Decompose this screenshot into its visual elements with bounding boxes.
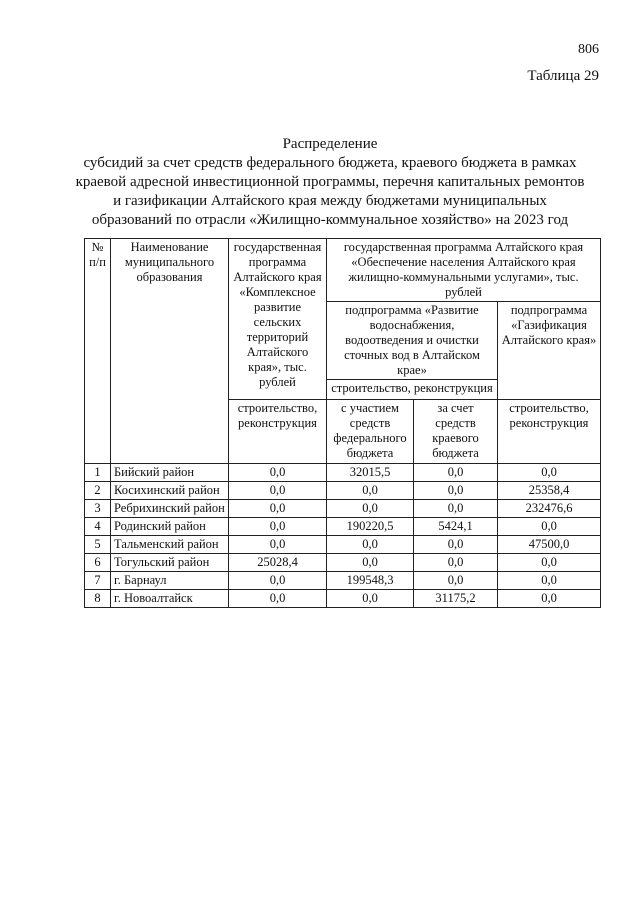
value-with-federal: 199548,3 xyxy=(327,572,414,590)
value-regional: 5424,1 xyxy=(414,518,498,536)
value-gas-construction: 0,0 xyxy=(498,464,601,482)
value-regional: 0,0 xyxy=(414,536,498,554)
header-gas-construction: строительство, реконструкция xyxy=(498,400,601,464)
row-number: 1 xyxy=(85,464,111,482)
value-with-federal: 32015,5 xyxy=(327,464,414,482)
table-row xyxy=(85,554,601,572)
row-number: 2 xyxy=(85,482,111,500)
value-with-federal: 0,0 xyxy=(327,500,414,518)
header-subprogram-gas: подпрограмма «Газификация Алтайского края» xyxy=(498,302,601,400)
header-with-federal: с участием средств федерального бюджета xyxy=(327,400,414,464)
value-rural-construction: 0,0 xyxy=(229,500,327,518)
value-with-federal: 0,0 xyxy=(327,590,414,608)
value-with-federal: 0,0 xyxy=(327,554,414,572)
header-num: № п/п xyxy=(85,239,111,464)
value-gas-construction: 0,0 xyxy=(498,554,601,572)
value-regional: 0,0 xyxy=(414,464,498,482)
header-rural-construction: строительство, реконструкция xyxy=(229,400,327,464)
value-rural-construction: 0,0 xyxy=(229,464,327,482)
value-gas-construction: 0,0 xyxy=(498,518,601,536)
value-rural-construction: 0,0 xyxy=(229,518,327,536)
title-line: Распределение xyxy=(282,136,378,152)
value-gas-construction: 0,0 xyxy=(498,590,601,608)
title-line: субсидий за счет средств федерального бюджета, краевого бюджета в рамках xyxy=(83,155,577,171)
header-program-housing: государственная программа Алтайского края «Обеспечение населения Алтайского края жилищно-коммунальными услугами», тыс. рублей xyxy=(327,239,601,302)
value-with-federal: 0,0 xyxy=(327,536,414,554)
municipality-name: Тальменский район xyxy=(111,536,229,554)
title-line: образований по отрасли «Жилищно-коммунальное хозяйство» на 2023 год xyxy=(91,212,569,228)
row-number: 8 xyxy=(85,590,111,608)
municipality-name: г. Новоалтайск xyxy=(111,590,229,608)
municipality-name: Родинский район xyxy=(111,518,229,536)
document-title xyxy=(60,135,600,230)
value-regional: 0,0 xyxy=(414,572,498,590)
municipality-name: г. Барнаул xyxy=(111,572,229,590)
value-gas-construction: 232476,6 xyxy=(498,500,601,518)
value-regional: 0,0 xyxy=(414,554,498,572)
value-regional: 0,0 xyxy=(414,500,498,518)
table-row xyxy=(85,590,601,608)
municipality-name: Косихинский район xyxy=(111,482,229,500)
table-row xyxy=(85,500,601,518)
subsidy-table xyxy=(84,238,601,608)
header-regional: за счет средств краевого бюджета xyxy=(414,400,498,464)
row-number: 3 xyxy=(85,500,111,518)
title-line: краевой адресной инвестиционной программы, перечня капитальных ремонтов xyxy=(75,174,585,190)
value-with-federal: 0,0 xyxy=(327,482,414,500)
value-rural-construction: 25028,4 xyxy=(229,554,327,572)
table-row xyxy=(85,536,601,554)
value-gas-construction: 25358,4 xyxy=(498,482,601,500)
value-regional: 31175,2 xyxy=(414,590,498,608)
header-construction-group: строительство, реконструкция xyxy=(327,380,498,400)
value-rural-construction: 0,0 xyxy=(229,536,327,554)
value-rural-construction: 0,0 xyxy=(229,590,327,608)
header-name: Наименование муниципального образования xyxy=(111,239,229,464)
page-number: 806 xyxy=(578,42,599,57)
municipality-name: Ребрихинский район xyxy=(111,500,229,518)
title-line: и газификации Алтайского края между бюджетами муниципальных xyxy=(113,193,547,209)
municipality-name: Тогульский район xyxy=(111,554,229,572)
row-number: 4 xyxy=(85,518,111,536)
header-program-rural: государственная программа Алтайского края «Комплексное развитие сельских территорий Алтайского края», тыс. рублей xyxy=(229,239,327,400)
value-gas-construction: 0,0 xyxy=(498,572,601,590)
row-number: 6 xyxy=(85,554,111,572)
value-rural-construction: 0,0 xyxy=(229,572,327,590)
value-gas-construction: 47500,0 xyxy=(498,536,601,554)
table-label: Таблица 29 xyxy=(527,68,599,84)
table-row xyxy=(85,482,601,500)
header-subprogram-water: подпрограмма «Развитие водоснабжения, водоотведения и очистки сточных вод в Алтайском крае» xyxy=(327,302,498,380)
table-row xyxy=(85,518,601,536)
row-number: 5 xyxy=(85,536,111,554)
table-row xyxy=(85,464,601,482)
value-rural-construction: 0,0 xyxy=(229,482,327,500)
value-with-federal: 190220,5 xyxy=(327,518,414,536)
table-row xyxy=(85,572,601,590)
row-number: 7 xyxy=(85,572,111,590)
value-regional: 0,0 xyxy=(414,482,498,500)
municipality-name: Бийский район xyxy=(111,464,229,482)
